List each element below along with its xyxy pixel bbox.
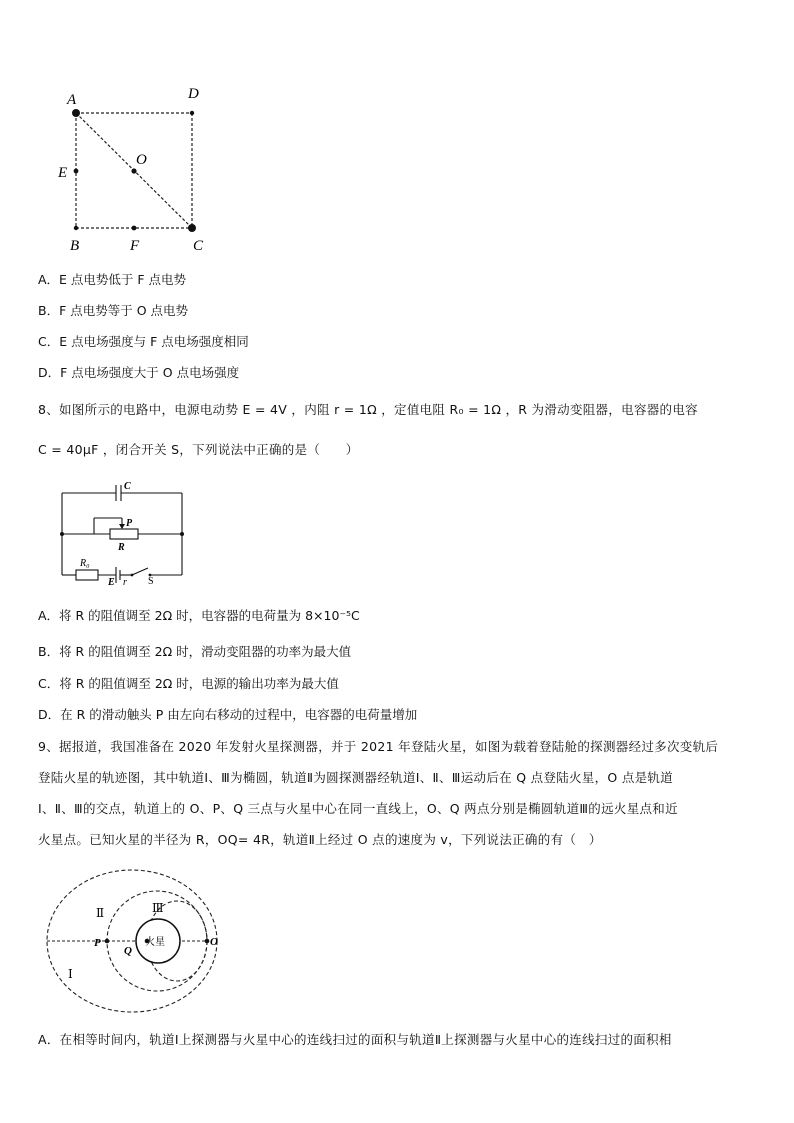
q9-option-a: A．在相等时间内，轨道Ⅰ上探测器与火星中心的连线扫过的面积与轨道Ⅱ上探测器与火星中心的连线扫过的面积相 [38, 1032, 672, 1047]
label-resistor-r0: R₀ [80, 558, 90, 569]
label-rheostat-r: R [118, 542, 125, 553]
q9-stem-line4: 火星点。已知火星的半径为 R，OQ= 4R，轨道Ⅱ上经过 O 点的速度为 v，下列说法正确的有（ ） [38, 832, 602, 847]
q7-option-c: C．E 点电场强度与 F 点电场强度相同 [38, 334, 249, 349]
q7-option-d: D．F 点电场强度大于 O 点电场强度 [38, 365, 240, 380]
label-a: A [67, 92, 77, 108]
label-capacitor-c: C [124, 481, 131, 492]
label-orbit-iii: Ⅲ [152, 901, 164, 915]
point-o [131, 168, 136, 173]
label-switch-s: S [148, 576, 154, 586]
label-orbit-ii: Ⅱ [96, 906, 105, 920]
q8-stem-line1: 8、如图所示的电路中，电源电动势 E = 4V ，内阻 r = 1Ω ，定值电阻 R₀ = 1Ω ，R 为滑动变阻器，电容器的电容 [38, 402, 698, 417]
q8-option-a: A．将 R 的阻值调至 2Ω 时，电容器的电荷量为 8×10⁻⁵C [38, 608, 360, 623]
label-slider-p: P [126, 518, 133, 529]
square-field-figure [50, 80, 220, 255]
point-f [132, 226, 137, 231]
q7-option-b: B．F 点电势等于 O 点电势 [38, 303, 189, 318]
label-emf-e: E [108, 577, 115, 586]
label-c: C [193, 238, 204, 254]
label-point-o: O [210, 936, 218, 948]
q8-circuit-diagram [52, 478, 192, 586]
q8-stem-line2: C = 40μF ，闭合开关 S，下列说法中正确的是（ ） [38, 442, 359, 457]
label-d: D [188, 86, 199, 102]
label-point-p: P [94, 937, 101, 949]
point-b [74, 226, 78, 230]
label-e: E [58, 165, 68, 181]
point-e [74, 169, 79, 174]
point-a [72, 109, 80, 117]
q9-stem-line3: Ⅰ、Ⅱ、Ⅲ的交点，轨道上的 O、P、Q 三点与火星中心在同一直线上，O、Q 两点分别是椭圆轨道Ⅲ的远火星点和近 [38, 801, 678, 816]
q8-option-b: B．将 R 的阻值调至 2Ω 时，滑动变阻器的功率为最大值 [38, 644, 352, 659]
label-orbit-i: Ⅰ [68, 967, 73, 981]
q9-stem-line1: 9、据报道，我国准备在 2020 年发射火星探测器，并于 2021 年登陆火星，如图为载着登陆舱的探测器经过多次变轨后 [38, 739, 719, 754]
label-internal-r: r [123, 577, 127, 586]
q8-option-c: C．将 R 的阻值调至 2Ω 时，电源的输出功率为最大值 [38, 676, 339, 691]
q8-option-d: D．在 R 的滑动触头 P 由左向右移动的过程中，电容器的电荷量增加 [38, 707, 418, 722]
q7-option-a: A．E 点电势低于 F 点电势 [38, 272, 187, 287]
q9-orbit-diagram [42, 862, 242, 1022]
label-point-q: Q [124, 945, 132, 957]
label-o: O [136, 152, 147, 168]
point-c [188, 224, 196, 232]
point-d [190, 111, 194, 115]
label-f: F [130, 238, 140, 254]
label-b: B [70, 238, 80, 254]
mars-label: 火星 [145, 937, 165, 948]
q9-stem-line2: 登陆火星的轨迹图，其中轨道Ⅰ、Ⅲ为椭圆，轨道Ⅱ为圆探测器经轨道Ⅰ、Ⅱ、Ⅲ运动后在 Q 点登陆火星，O 点是轨道 [38, 770, 674, 785]
